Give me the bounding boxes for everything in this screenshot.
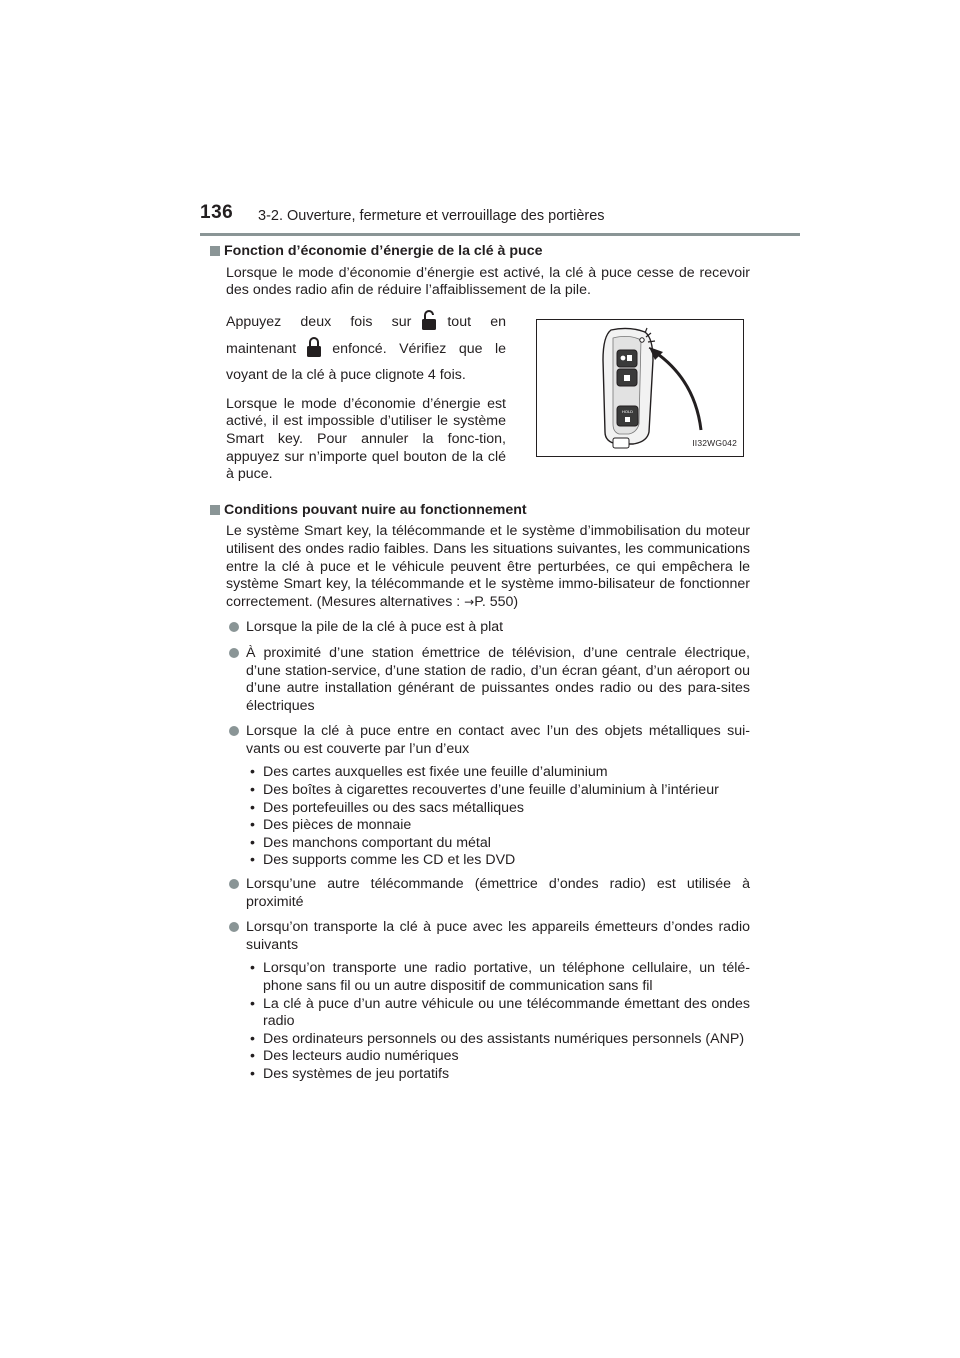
list-item-text: À proximité d’une station émettrice de télévision, d’une centrale électrique, d’une station-service, d’une station de radio, d’un écran géant, d’un aéroport ou d’une autre installation générant de puissantes ondes radio ou des para-sites électriques	[246, 644, 750, 714]
instruction-part: enfoncé. Vérifiez que le voyant de la clé à puce clignote 4 fois.	[226, 340, 506, 383]
instruction-part: Appuyez deux fois sur	[226, 313, 412, 330]
sub-list-item: • Des manchons comportant du métal	[246, 835, 750, 853]
intro-text: Le système Smart key, la télécommande et le système d’immobilisation du moteur utilisent des ondes radio faibles. Dans les situations suivantes, les communications entre la clé à puce et le véhicule peuvent être perturbées, ce qui empêchera le système Smart key, la télécommande et le système immo-bilisateur de fonctionner correctement. (Mesures alternatives :	[226, 523, 750, 610]
sub-list-item: • Des supports comme les CD et les DVD	[246, 852, 750, 870]
figure-code: II32WG042	[692, 438, 737, 449]
arrow-icon: →	[464, 594, 475, 609]
instruction-text	[226, 308, 506, 492]
page-reference[interactable]: P. 550)	[474, 593, 519, 610]
conditions-list	[226, 619, 750, 1083]
list-item	[226, 619, 750, 637]
section-intro: Lorsque le mode d’économie d’énergie est activé, la clé à puce cesse de recevoir des ondes radio afin de réduire l’affaiblissement de la pile.	[226, 264, 750, 299]
square-bullet-icon	[210, 246, 220, 256]
section-heading-power-saving	[210, 243, 750, 261]
list-item	[226, 723, 750, 758]
section-title: Conditions pouvant nuire au fonctionnement	[224, 501, 527, 518]
header-rule	[200, 233, 800, 236]
page-content	[210, 243, 750, 1090]
instruction-part: tout en maintenant	[226, 313, 507, 357]
sub-list-item: • Des lecteurs audio numériques	[246, 1048, 750, 1066]
sub-list	[246, 960, 750, 1083]
hold-button-label: HOLD	[621, 408, 634, 414]
round-bullet-icon	[229, 622, 239, 632]
list-item-text: Lorsque la clé à puce entre en contact avec l’un des objets métalliques sui-vants ou est couverte par l’un d’eux	[246, 723, 750, 757]
sub-list-item: • Des boîtes à cigarettes recouvertes d’une feuille d’aluminium à l’intérieur	[246, 782, 750, 800]
sub-list-item: • Des pièces de monnaie	[246, 817, 750, 835]
cancel-instruction: Lorsque le mode d’économie d’énergie est activé, il est impossible d’utiliser le système Smart key. Pour annuler la fonc-tion, appuyez sur n’importe quel bouton de la clé à puce.	[226, 395, 506, 483]
round-bullet-icon	[229, 648, 239, 658]
sub-list-item: • Des ordinateurs personnels ou des assistants numériques personnels (ANP)	[246, 1031, 750, 1049]
sub-list-item: • La clé à puce d’un autre véhicule ou une télécommande émettant des ondes radio	[246, 996, 750, 1031]
chapter-title: 3-2. Ouverture, fermeture et verrouillage des portières	[258, 208, 605, 224]
section-title: Fonction d’économie d’énergie de la clé à puce	[224, 243, 543, 259]
page-number: 136	[200, 202, 234, 223]
list-item	[226, 919, 750, 954]
list-item	[226, 876, 750, 911]
square-bullet-icon	[210, 505, 220, 515]
round-bullet-icon	[229, 922, 239, 932]
sub-list-item: • Des cartes auxquelles est fixée une feuille d’aluminium	[246, 764, 750, 782]
sub-list	[246, 764, 750, 870]
section-intro	[226, 523, 750, 611]
lock-icon	[302, 335, 326, 359]
instruction-paragraph	[226, 308, 506, 388]
sub-list-item: • Lorsqu’on transporte une radio portative, un téléphone cellulaire, un télé-phone sans fil ou un autre dispositif de communication sans fil	[246, 960, 750, 995]
unlock-icon	[417, 308, 441, 332]
list-item-text: Lorsque la pile de la clé à puce est à plat	[246, 619, 504, 636]
smart-key-figure	[536, 319, 744, 457]
sub-list-item: • Des systèmes de jeu portatifs	[246, 1066, 750, 1084]
round-bullet-icon	[229, 726, 239, 736]
list-item-text: Lorsqu’on transporte la clé à puce avec les appareils émetteurs d’ondes radio suivants	[246, 919, 750, 953]
round-bullet-icon	[229, 879, 239, 889]
page-header	[0, 0, 960, 240]
instruction-with-figure	[226, 308, 750, 492]
list-item	[226, 645, 750, 715]
sub-list-item: • Des portefeuilles ou des sacs métalliques	[246, 800, 750, 818]
list-item-text: Lorsqu’une autre télécommande (émettrice d’ondes radio) est utilisée à proximité	[246, 876, 750, 910]
section-heading-conditions	[210, 502, 750, 520]
